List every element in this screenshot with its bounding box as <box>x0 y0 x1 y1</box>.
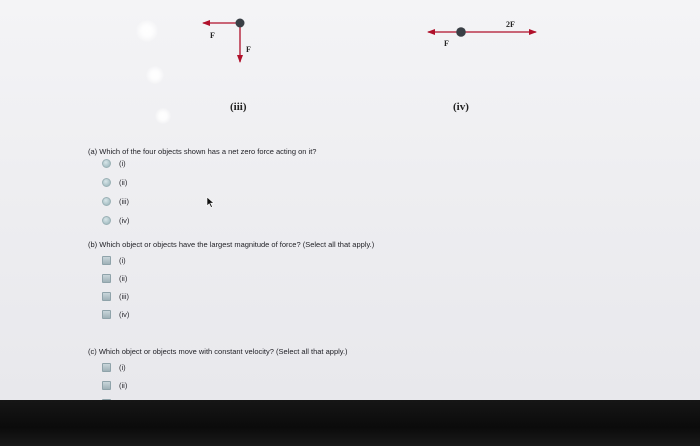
option-label: (ii) <box>119 177 128 187</box>
option-radio[interactable] <box>102 196 129 206</box>
option-label: (ii) <box>119 380 128 390</box>
checkbox[interactable] <box>102 363 111 372</box>
option-label: (i) <box>119 362 126 372</box>
option-label: (iv) <box>119 215 130 225</box>
object-dot <box>236 19 245 28</box>
radio-button[interactable] <box>102 216 111 225</box>
radio-button[interactable] <box>102 197 111 206</box>
mouse-pointer-icon <box>206 196 215 208</box>
figure-label-iii: (iii) <box>230 101 247 113</box>
option-checkbox[interactable] <box>102 380 127 390</box>
monitor-bezel <box>0 400 700 446</box>
option-label: (i) <box>119 255 126 265</box>
figure-label-iv: (iv) <box>453 101 469 113</box>
checkbox[interactable] <box>102 274 111 283</box>
checkbox[interactable] <box>102 381 111 390</box>
object-iv <box>428 20 536 48</box>
object-iii <box>203 19 257 63</box>
option-checkbox[interactable] <box>102 309 129 319</box>
force-label-down: F⃗ <box>246 45 258 54</box>
radio-button[interactable] <box>102 159 111 168</box>
option-label: (i) <box>119 158 126 168</box>
option-checkbox[interactable] <box>102 255 126 265</box>
checkbox[interactable] <box>102 292 111 301</box>
option-label: (iii) <box>119 196 129 206</box>
radio-button[interactable] <box>102 178 111 187</box>
force-diagrams <box>0 0 700 140</box>
checkbox[interactable] <box>102 310 111 319</box>
force-label-right: 2F⃗ <box>506 20 522 29</box>
option-label: (ii) <box>119 273 128 283</box>
force-label-left: F⃗ <box>210 31 222 40</box>
option-radio[interactable] <box>102 215 129 225</box>
object-dot <box>456 27 466 37</box>
option-checkbox[interactable] <box>102 291 129 301</box>
force-label-left: F⃗ <box>444 39 456 48</box>
question-prompt: (a) Which of the four objects shown has a net zero force acting on it? <box>88 147 317 156</box>
option-radio[interactable] <box>102 158 126 168</box>
option-label: (iv) <box>119 309 130 319</box>
question-prompt: (c) Which object or objects move with constant velocity? (Select all that apply.) <box>88 347 348 356</box>
option-radio[interactable] <box>102 177 127 187</box>
option-label: (iii) <box>119 291 129 301</box>
option-checkbox[interactable] <box>102 273 127 283</box>
option-checkbox[interactable] <box>102 362 126 372</box>
question-prompt: (b) Which object or objects have the largest magnitude of force? (Select all that apply.) <box>88 240 375 249</box>
checkbox[interactable] <box>102 256 111 265</box>
